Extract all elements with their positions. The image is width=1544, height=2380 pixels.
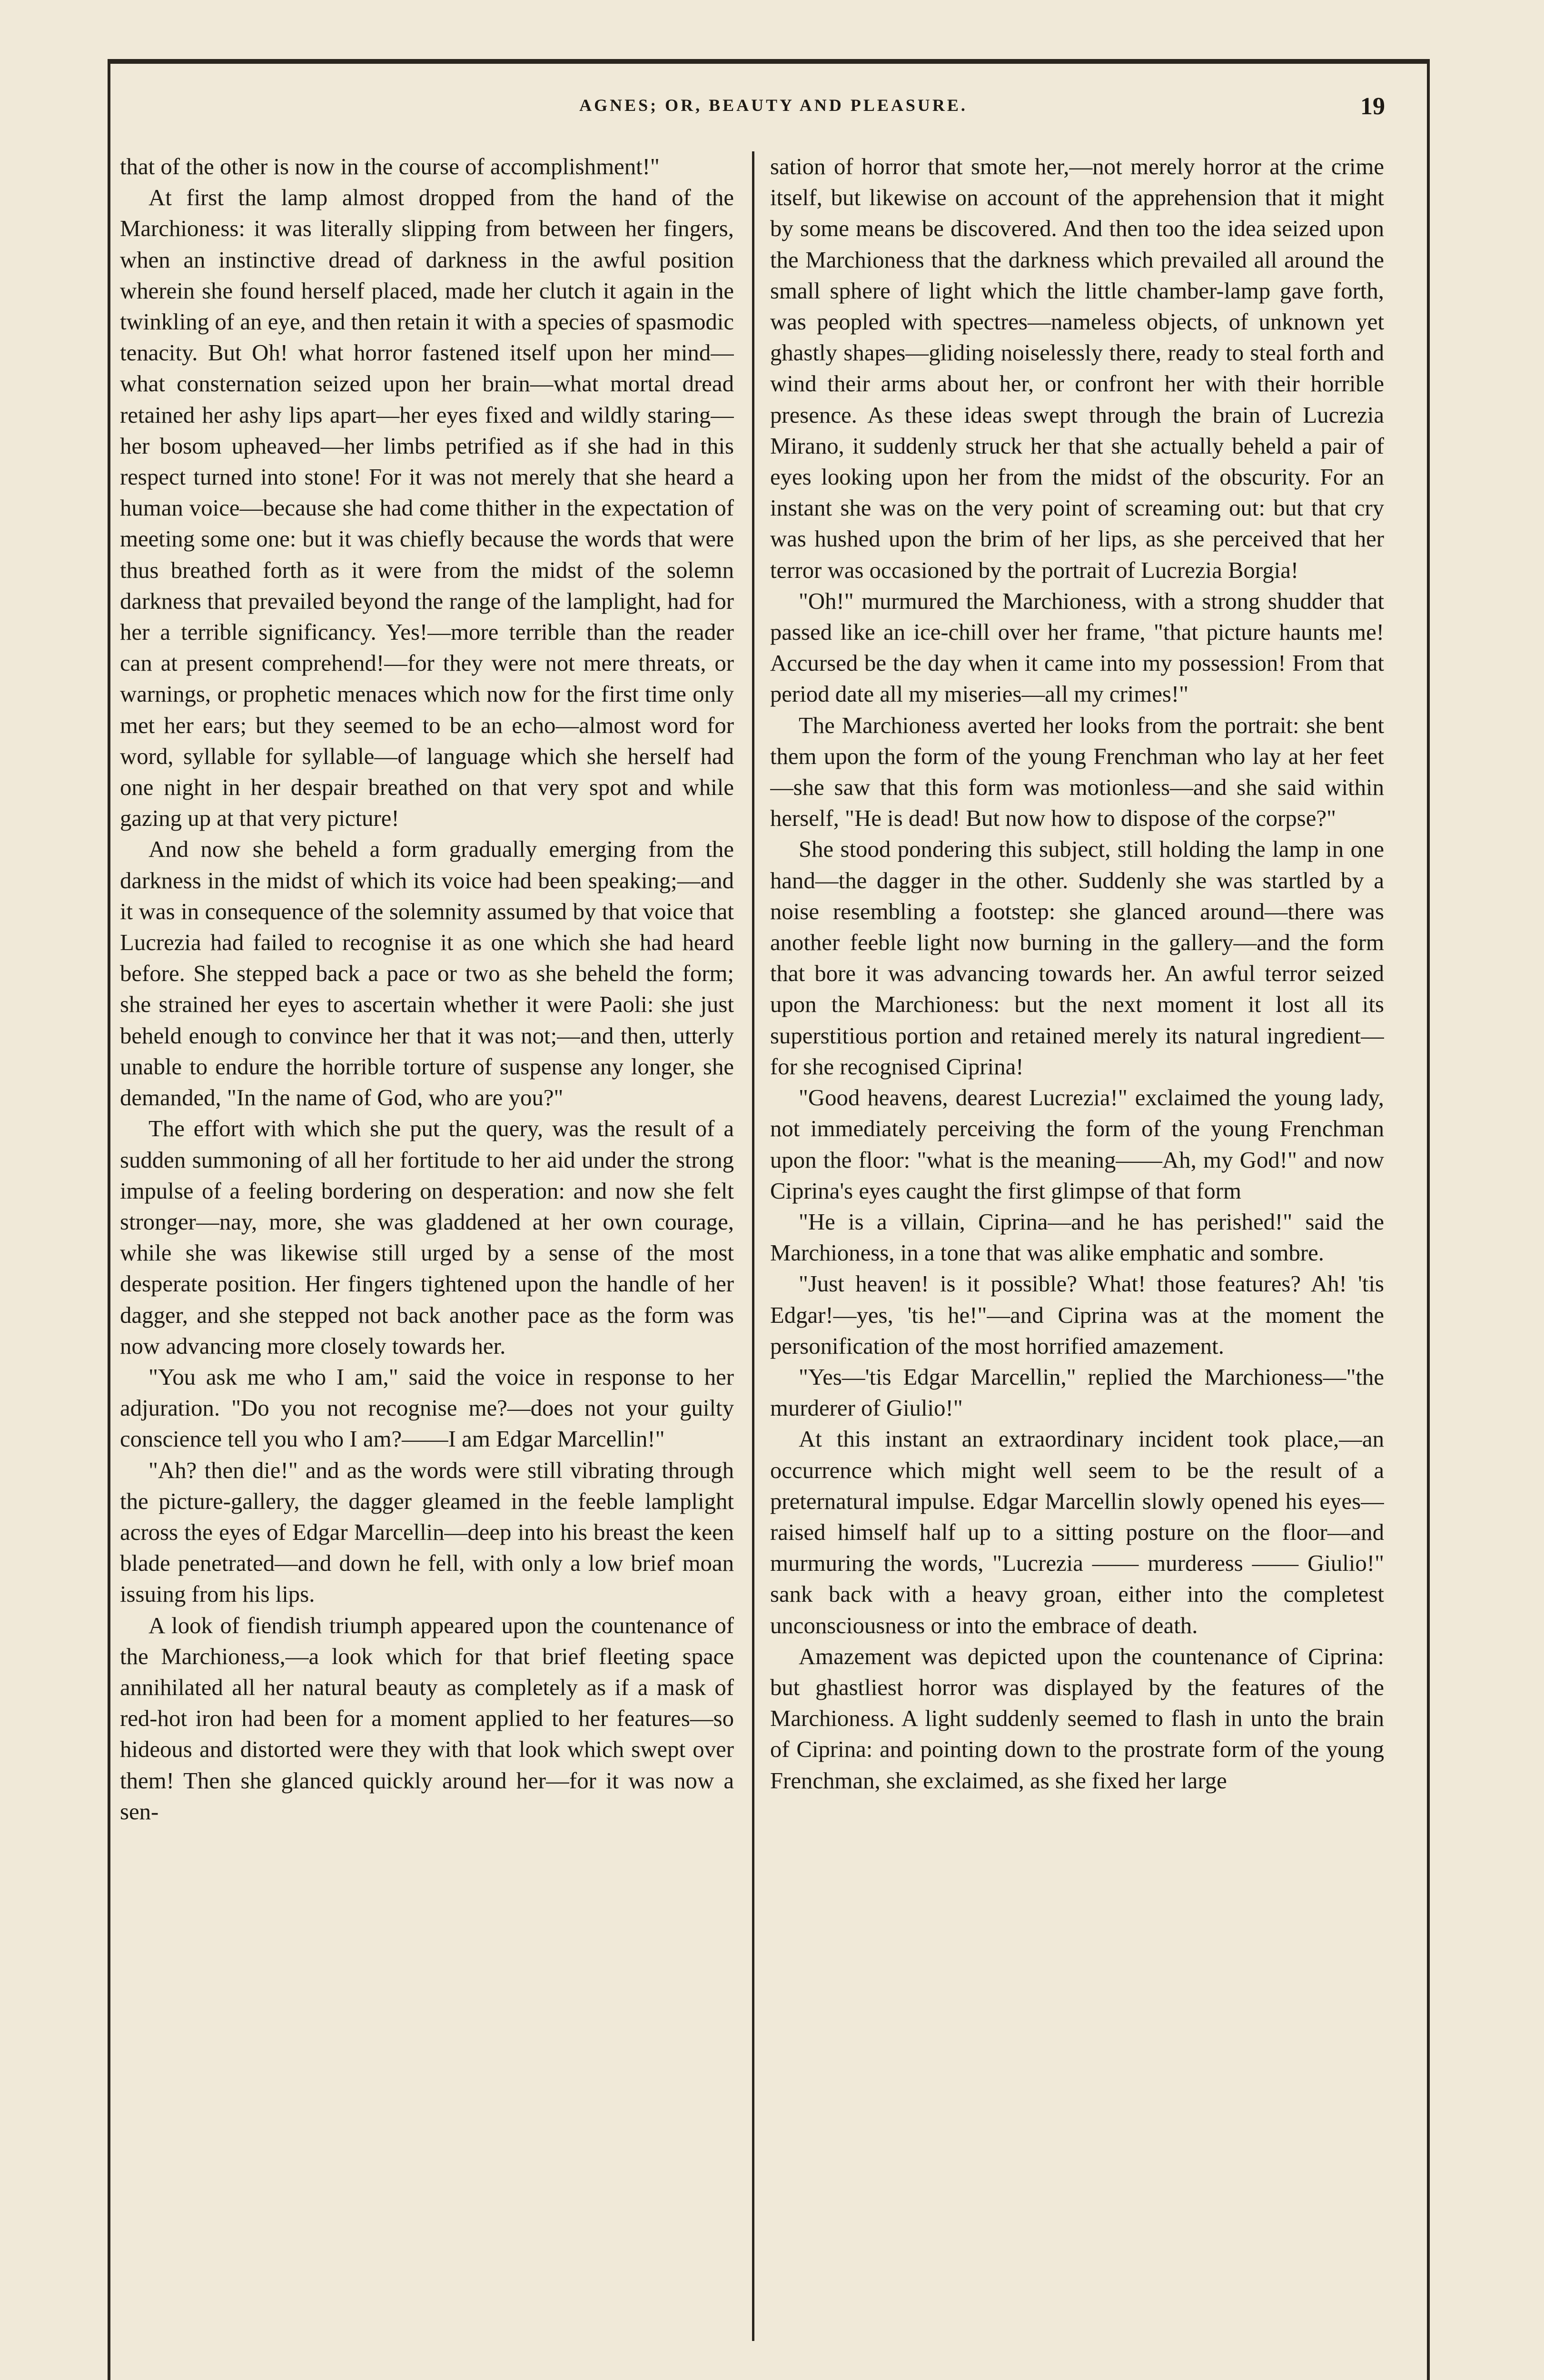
paragraph: At first the lamp almost dropped from the hand of the Marchioness: it was literally slipping from between her fingers, when an instinctive dread of darkness in the awful position wherein she found herself placed, made her clutch it again in the twinkling of an eye, and then retain it with a species of spasmodic tenacity. But Oh! what horror fastened itself upon her mind—what consternation seized upon her brain—what mortal dread retained her ashy lips apart—her eyes fixed and wildly staring—her bosom upheaved—her limbs petrified as if she had in this respect turned into stone! For it was not merely that she heard a human voice—because she had come thither in the expectation of meeting some one: but it was chiefly because the words that were thus breathed forth as it were from the midst of the solemn darkness that prevailed beyond the range of the lamplight, had for her a terrible significancy. Yes!—more terrible than the reader can at present comprehend!—for they were not mere threats, or warnings, or prophetic menaces which now for the first time only met her ears; but they seemed to be an echo—almost word for word, syllable for syllable—of language which she herself had one night in her despair breathed on that very spot and while gazing up at that very picture! [120,185,734,832]
paragraph: Amazement was depicted upon the countenance of Ciprina: but ghastliest horror was displayed by the features of the Marchioness. A light suddenly seemed to flash in unto the brain of Ciprina: and pointing down to the prostrate form of the young Frenchman, she exclaimed, as she fixed her large [770,1643,1384,1794]
running-head: AGNES; OR, BEAUTY AND PLEASURE. [579,96,968,115]
paragraph: "Just heaven! is it possible? What! those features? Ah! 'tis Edgar!—yes, 'tis he!"—and Ciprina was at the moment the personification of the most horrified amazement. [770,1271,1384,1359]
page-number: 19 [1360,93,1385,120]
paragraph: that of the other is now in the course of accomplishment!" [120,154,660,179]
column-divider [752,151,754,2341]
paragraph: "Ah? then die!" and as the words were still vibrating through the picture-gallery, the dagger gleamed in the feeble lamplight across the eyes of Edgar Marcellin—deep into his breast the keen blade penetrated—and down he fell, with only a low brief moan issuing from his lips. [120,1457,734,1607]
paragraph: "Good heavens, dearest Lucrezia!" exclaimed the young lady, not immediately perceiving the form of the young Frenchman upon the floor: "what is the meaning——Ah, my God!" and now Ciprina's eyes caught the first glimpse of that form [770,1085,1384,1204]
paragraph: She stood pondering this subject, still holding the lamp in one hand—the dagger in the other. Suddenly she was startled by a noise resembling a footstep: she glanced around—there was another feeble light now burning in the gallery—and the form that bore it was advancing towards her. An awful terror seized upon the Marchioness: but the next moment it lost all its superstitious portion and retained merely its natural ingredient—for she recognised Ciprina! [770,836,1384,1080]
paragraph: The Marchioness averted her looks from the portrait: she bent them upon the form of the young Frenchman who lay at her feet—she saw that this form was motionless—and she said within herself, "He is dead! But now how to dispose of the corpse?" [770,712,1384,832]
paragraph: A look of fiendish triumph appeared upon the countenance of the Marchioness,—a look which for that brief fleeting space annihilated all her natural beauty as completely as if a mask of red-hot iron had been for a moment applied to her features—so hideous and distorted were they with that look which swept over them! Then she glanced quickly around her—for it was now a sen- [120,1612,734,1825]
left-column [120,151,734,2350]
paragraph: "He is a villain, Ciprina—and he has perished!" said the Marchioness, in a tone that was alike emphatic and sombre. [770,1209,1384,1266]
paragraph: And now she beheld a form gradually emerging from the darkness in the midst of which its voice had been speaking;—and it was in consequence of the solemnity assumed by that voice that Lucrezia had failed to recognise it as one which she had heard before. She stepped back a pace or two as she beheld the form; she strained her eyes to ascertain whether it were Paoli: she just beheld enough to convince her that it was not;—and then, utterly unable to endure the horrible torture of suspense any longer, she demanded, "In the name of God, who are you?" [120,836,734,1111]
paragraph: "You ask me who I am," said the voice in response to her adjuration. "Do you not recognise me?—does not your guilty conscience tell you who I am?——I am Edgar Marcellin!" [120,1364,734,1452]
paragraph: "Oh!" murmured the Marchioness, with a strong shudder that passed like an ice-chill over her frame, "that picture haunts me! Accursed be the day when it came into my possession! From that period date all my miseries—all my crimes!" [770,588,1384,707]
paragraph: The effort with which she put the query, was the result of a sudden summoning of all her fortitude to her aid under the strong impulse of a feeling bordering on desperation: and now she felt stronger—nay, more, she was gladdened at her own courage, while she was likewise still urged by a sense of the most desperate position. Her fingers tightened upon the handle of her dagger, and she stepped not back another pace as the form was now advancing more closely towards her. [120,1116,734,1359]
right-column [770,151,1384,2350]
paragraph: sation of horror that smote her,—not merely horror at the crime itself, but likewise on account of the apprehension that it might by some means be discovered. And then too the idea seized upon the Marchioness that the darkness which prevailed all around the small sphere of light which the little chamber-lamp gave forth, was peopled with spectres—nameless objects, of unknown yet ghastly shapes—gliding noiselessly there, ready to steal forth and wind their arms about her, or confront her with their horrible presence. As these ideas swept through the brain of Lucrezia Mirano, it suddenly struck her that she actually beheld a pair of eyes looking upon her from the midst of the obscurity. For an instant she was on the very point of screaming out: but that cry was hushed upon the brim of her lips, as she perceived that her terror was occasioned by the portrait of Lucrezia Borgia! [770,154,1384,583]
paragraph: "Yes—'tis Edgar Marcellin," replied the Marchioness—"the murderer of Giulio!" [770,1364,1384,1421]
paragraph: At this instant an extraordinary incident took place,—an occurrence which might well seem to be the result of a preternatural impulse. Edgar Marcellin slowly opened his eyes—raised himself half up to a sitting posture on the floor—and murmuring the words, "Lucrezia —— murderess —— Giulio!" sank back with a heavy groan, either into the completest unconsciousness or into the embrace of death. [770,1426,1384,1638]
page-header [133,95,1414,129]
